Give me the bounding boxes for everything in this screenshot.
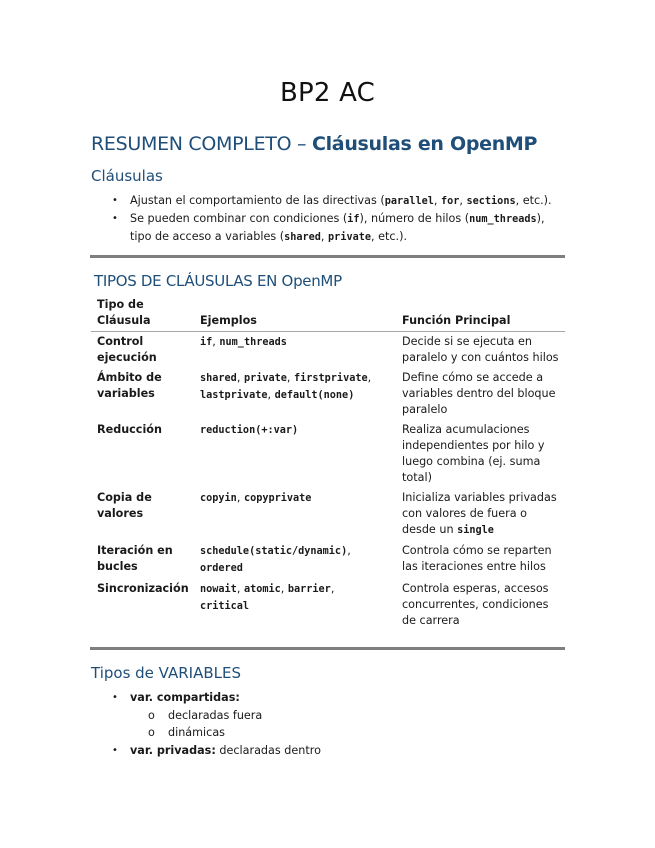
table-row: [91, 488, 565, 541]
bullet-icon: •: [112, 692, 118, 703]
code-single: single: [457, 525, 494, 536]
text: ,: [236, 371, 244, 384]
list-item: [110, 742, 321, 760]
cell-ejemplos: [194, 368, 396, 420]
code: default(none): [274, 390, 355, 401]
text: Ajustan el comportamiento de las directivas (: [130, 194, 385, 207]
code: critical: [200, 601, 250, 612]
clausulas-heading: Cláusulas: [91, 167, 163, 185]
cell-tipo: [91, 488, 194, 541]
text: ,: [280, 582, 288, 595]
code-shared: shared: [284, 232, 321, 243]
clausulas-table: [91, 297, 565, 631]
sub-list-item: [110, 707, 321, 725]
tipos-variables-heading: Tipos de VARIABLES: [91, 664, 241, 682]
cell-funcion: Define cómo se accede a variables dentro del bloque paralelo: [402, 371, 556, 416]
text: ,: [236, 582, 244, 595]
code: lastprivate: [200, 390, 268, 401]
privadas-label: var. privadas:: [130, 743, 216, 757]
summary-heading-bold: Cláusulas en OpenMP: [311, 133, 538, 155]
text: ,: [320, 230, 329, 243]
cell-funcion: Controla esperas, accesos concurrentes, condiciones de carrera: [402, 582, 549, 627]
code: copyprivate: [243, 493, 312, 504]
text: Cláusula: [97, 314, 151, 327]
text: variables: [97, 387, 155, 400]
table-row: [91, 332, 565, 369]
list-item: [110, 210, 560, 246]
code: schedule(static/dynamic): [200, 546, 348, 557]
table-row: [91, 368, 565, 420]
text: declaradas fuera: [168, 708, 263, 722]
table-row: [91, 579, 565, 631]
cell-funcion: Decide si se ejecuta en paralelo y con cuántos hilos: [402, 335, 559, 364]
text: Ámbito de: [97, 371, 162, 384]
code: reduction(+:var): [200, 425, 299, 436]
text: valores: [97, 507, 144, 520]
text: ejecución: [97, 351, 157, 364]
text: ,: [347, 544, 351, 557]
code-private: private: [328, 232, 371, 243]
code-if: if: [347, 214, 360, 225]
document-title: BP2 AC: [279, 78, 375, 108]
cell-tipo: [91, 332, 194, 369]
text: ,: [212, 335, 220, 348]
code: ordered: [200, 563, 243, 574]
code-sections: sections: [466, 196, 516, 207]
bullet-icon: •: [112, 195, 118, 206]
sub-bullet-icon: o: [148, 726, 155, 739]
text: ,: [267, 388, 275, 401]
sub-bullet-icon: o: [148, 708, 155, 722]
text: ,: [286, 371, 294, 384]
cell-funcion: Controla cómo se reparten las iteraciones entre hilos: [402, 544, 552, 573]
code-for: for: [440, 196, 460, 207]
privadas-text: declaradas dentro: [215, 743, 321, 757]
summary-heading: [91, 133, 537, 155]
code: atomic: [243, 584, 281, 595]
sub-list-item: [110, 724, 321, 742]
code-parallel: parallel: [384, 196, 434, 207]
text: ), número de hilos (: [359, 212, 470, 225]
table-row: [91, 420, 565, 488]
text: Inicializa variables privadas con valores de fuera o desde un: [402, 491, 557, 536]
text: ), tipo de acceso a variables (: [130, 212, 545, 243]
text: , etc.).: [515, 194, 552, 207]
code-num-threads: num_threads: [469, 214, 537, 225]
cell-ejemplos: [194, 579, 396, 631]
text: ,: [459, 194, 467, 207]
list-item: [110, 192, 560, 210]
cell-ejemplos: [194, 488, 396, 541]
text: Copia de: [97, 491, 152, 504]
text: Se pueden combinar con condiciones (: [130, 212, 348, 225]
code: num_threads: [219, 337, 287, 348]
text: ,: [236, 491, 244, 504]
text: ,: [433, 194, 441, 207]
cell-funcion: [396, 488, 565, 541]
code: shared: [200, 373, 237, 384]
text: Control: [97, 335, 144, 348]
code: firstprivate: [294, 373, 368, 384]
cell-tipo: [91, 368, 194, 420]
header-funcion: Función Principal: [396, 297, 565, 332]
cell-tipo: Sincronización: [97, 582, 189, 595]
list-item: [110, 689, 321, 707]
code: if: [200, 337, 213, 348]
text: Tipo de: [97, 298, 144, 311]
code: nowait: [200, 584, 237, 595]
clausulas-list: [110, 192, 560, 246]
cell-funcion: Realiza acumulaciones independientes por hilo y luego combina (ej. suma total): [402, 423, 545, 484]
cell-ejemplos: [194, 420, 396, 488]
variables-list: [110, 689, 321, 759]
cell-ejemplos: [194, 332, 396, 369]
code: private: [243, 373, 287, 384]
cell-tipo: [91, 541, 194, 579]
section-divider: [90, 647, 565, 650]
bullet-icon: •: [112, 744, 118, 756]
text: Iteración en: [97, 544, 173, 557]
code: copyin: [200, 493, 237, 504]
text: , etc.).: [370, 230, 407, 243]
cell-tipo: Reducción: [97, 423, 162, 436]
section-divider: [90, 255, 565, 258]
text: bucles: [97, 560, 138, 573]
text: dinámicas: [168, 726, 225, 739]
text: ,: [367, 371, 372, 384]
text: ,: [330, 582, 335, 595]
code: barrier: [287, 584, 331, 595]
cell-ejemplos: [194, 541, 396, 579]
summary-heading-prefix: RESUMEN COMPLETO –: [91, 133, 312, 155]
header-ejemplos: Ejemplos: [194, 297, 396, 332]
header-tipo: [91, 297, 194, 332]
table-header-row: [91, 297, 565, 332]
table-row: [91, 541, 565, 579]
tipos-clausulas-heading: TIPOS DE CLÁUSULAS EN OpenMP: [94, 272, 342, 290]
bullet-icon: •: [112, 213, 118, 224]
compartidas-label: var. compartidas:: [130, 691, 240, 704]
